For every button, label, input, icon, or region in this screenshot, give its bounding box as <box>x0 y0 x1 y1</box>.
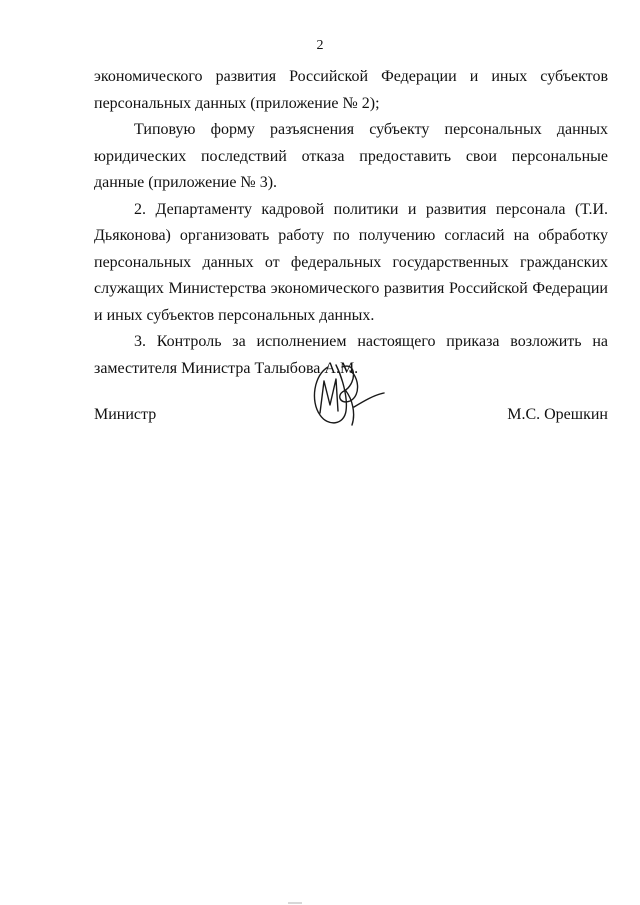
scan-artifact <box>288 902 302 904</box>
paragraph-template-form: Типовую форму разъяснения субъекту персональных данных юридических последствий отказа предоставить свои персональные данные (приложение № 3). <box>94 121 608 191</box>
paragraph-item-2: 2. Департаменту кадровой политики и развития персонала (Т.И. Дьяконова) организовать работу по получению согласий на обработку персональных данных от федеральных государственных гражданских служащих Министерства экономического развития Российской Федерации и иных субъектов персональных данных. <box>94 200 608 324</box>
handwritten-signature <box>306 355 388 433</box>
page-number: 2 <box>316 38 324 53</box>
signer-title: Министр <box>94 406 157 423</box>
document-body <box>94 64 608 382</box>
signature-stroke-tail <box>346 391 384 425</box>
paragraph-item-3: 3. Контроль за исполнением настоящего приказа возложить на заместителя Министра Талыбова А.М. <box>94 333 608 377</box>
signer-name: М.С. Орешкин <box>507 406 608 423</box>
signature-stroke-loop <box>314 365 346 423</box>
paragraph-continuation: экономического развития Российской Федерации и иных субъектов персональных данных (приложение № 2); <box>94 68 608 112</box>
signature-stroke-m <box>320 379 338 413</box>
